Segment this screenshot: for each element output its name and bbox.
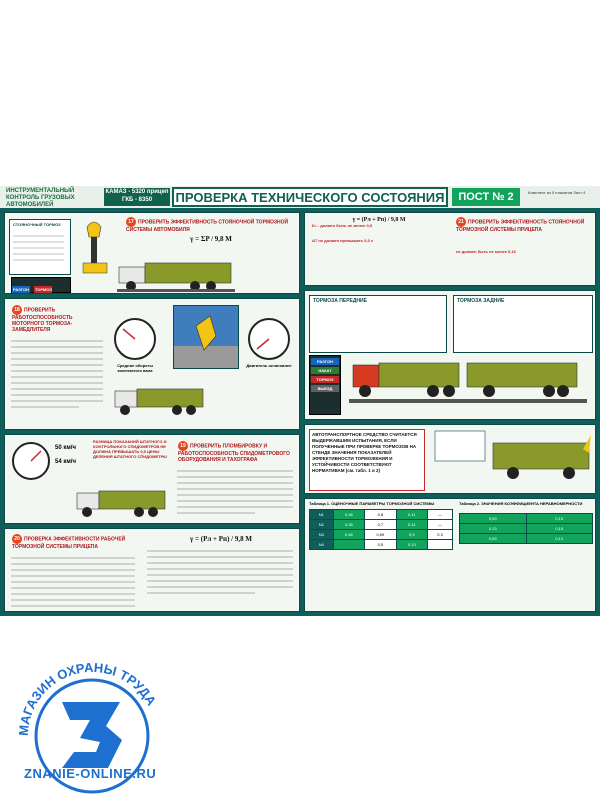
table-cell: N1 <box>310 510 334 520</box>
gamma-note: не должен быть не менее 0,16 <box>456 249 516 254</box>
truck-trailer-icon <box>349 357 589 417</box>
panel-tables <box>304 498 596 612</box>
truck-on-stand-icon <box>117 259 237 293</box>
stand-button-tormoz: ТОРМОЗ <box>34 287 52 292</box>
vehicle-model: КАМАЗ - 5320 прицеп ГКБ - 8350 <box>104 188 170 206</box>
s20-title: ПРОВЕРКА ЭФФЕКТИВНОСТИ РАБОЧЕЙ ТОРМОЗНОЙ СИСТЕМЫ ПРИЦЕПА <box>12 536 126 550</box>
table-cell: 0,13 <box>396 540 427 550</box>
table-cell: N3 <box>310 530 334 540</box>
table-unevenness <box>459 513 593 544</box>
stand-button-razgon: РАЗГОН <box>13 287 29 292</box>
test-criteria-box: АВТОТРАНСПОРТНОЕ СРЕДСТВО СЧИТАЕТСЯ ВЫДЕРЖАВШИМ ИСПЫТАНИЯ, ЕСЛИ ПОЛУЧЕННЫЕ ПРИ ПРОВЕРКЕ ТОРМОЗОВ НА СТЕНДЕ ЗНАЧЕНИЯ ПОКАЗАТЕЛЕЙ ЭФФЕКТИВНОСТИ ТОРМОЖЕНИЯ И УСТОЙЧИВОСТИ СООТВЕТСТВУЮТ НОРМАТИВАМ (см. табл. 1 и 2) <box>309 429 425 491</box>
coef-formula: γ = (Pл + Pп) / 9,8 M <box>352 217 406 223</box>
logo-ring-text: МАГАЗИН ОХРАНЫ ТРУДА <box>15 659 160 737</box>
pedal-icon <box>174 306 238 368</box>
panel-parking-brake <box>4 212 300 294</box>
coef-note: K₂ - должен быть не менее 0,9 <box>312 223 373 228</box>
brake-lever-icon <box>75 219 115 279</box>
s19-title: ПРОВЕРИТЬ ПЛОМБИРОВКУ И РАБОТОСПОСОБНОСТЬ СПИДОМЕТРОВОГО ОБОРУДОВАНИЯ И ТАХОГРАФА <box>178 443 290 463</box>
stop-brake-label: СТОЯНОЧНЫЙ ТОРМОЗ <box>13 222 61 227</box>
table1-title: Таблица 1. ОЦЕНОЧНЫЕ ПАРАМЕТРЫ ТОРМОЗНОЙ СИСТЕМЫ <box>309 501 435 506</box>
table-cell: 0,09 <box>460 514 527 524</box>
table-row <box>460 514 593 524</box>
console-button-nakat: НАКАТ <box>311 367 339 374</box>
panel-test-criteria <box>304 424 596 494</box>
poster-header <box>0 186 600 208</box>
poster-title: ПРОВЕРКА ТЕХНИЧЕСКОГО СОСТОЯНИЯ <box>172 187 448 207</box>
truck-speed-test-icon <box>75 485 171 519</box>
table-cell: 0,7 <box>365 520 396 530</box>
brake-stand-panel-top <box>11 277 71 293</box>
table-cell: 0,46 <box>333 530 364 540</box>
speedometer-icon <box>11 441 51 481</box>
front-brakes-label: ТОРМОЗА ПЕРЕДНИЕ <box>313 298 367 304</box>
poster-subtitle: ИНСТРУМЕНТАЛЬНЫЙ КОНТРОЛЬ ГРУЗОВЫХ АВТОМОБИЛЕЙ <box>6 188 75 208</box>
s18-title: ПРОВЕРИТЬ РАБОТОСПОСОБНОСТЬ МОТОРНОГО ТОРМОЗА-ЗАМЕДЛИТЕЛЯ <box>12 307 73 333</box>
speed-difference-note: РАЗНИЦА ПОКАЗАНИЙ ШТАТНОГО И КОНТРОЛЬНОГО СПИДОМЕТРОВ НЕ ДОЛЖНА ПРЕВЫШАТЬ 0,5 ЦЕНЫ ДЕЛЕНИЯ ШТАТНОГО СПИДОМЕТРА! <box>93 439 168 459</box>
panel-speedometer: 50 км/ч 54 км/ч РАЗНИЦА ПОКАЗАНИЙ ШТАТНОГО И КОНТРОЛЬНОГО СПИДОМЕТРОВ НЕ ДОЛЖНА ПРЕВЫШАТЬ 0,5 ЦЕНЫ ДЕЛЕНИЯ ШТАТНОГО СПИДОМЕТРА! 19 ПРОВЕРИТЬ ПЛОМБИРОВКУ И РАБОТОСПОСОБНОСТЬ СПИДОМЕТРОВОГО ОБОРУДОВАНИЯ И ТАХОГРАФА <box>4 434 300 524</box>
table-row <box>310 530 453 540</box>
console-button-razgon: РАЗГОН <box>311 358 339 365</box>
table-brake-parameters <box>309 509 453 550</box>
post-badge: ПОСТ № 2 <box>452 188 520 206</box>
truck-engine-brake-icon <box>113 383 209 417</box>
rpm-label: Средние обороты коленчатого вала <box>117 363 153 373</box>
table-cell: N2 <box>310 520 334 530</box>
engine-brake-photo <box>173 305 239 369</box>
table-cell: 0,11 <box>396 520 427 530</box>
tachometer-gauge-icon <box>113 317 157 361</box>
s20-text-lines <box>9 552 137 612</box>
table-cell: 0,38 <box>333 520 364 530</box>
tachometer-stopped-icon <box>247 317 291 361</box>
table-cell: 0,5 <box>365 540 396 550</box>
table-cell: N4 <box>310 540 334 550</box>
table-cell: — <box>428 520 453 530</box>
s18-text-lines <box>9 335 105 415</box>
table-cell: 0,15 <box>526 524 593 534</box>
panel-trailer-service-brake: 20 ПРОВЕРКА ЭФФЕКТИВНОСТИ РАБОЧЕЙ ТОРМОЗНОЙ СИСТЕМЫ ПРИЦЕПА γ = (Pл + Pп) / 9,8 M <box>4 528 300 612</box>
table-cell: 0,13 <box>526 534 593 544</box>
table-cell: 0,46 <box>333 510 364 520</box>
table2-title: Таблица 2. ЗНАЧЕНИЯ КОЭФФИЦИЕНТА НЕРАВНОМЕРНОСТИ <box>459 501 583 506</box>
table-cell: 0,11 <box>396 510 427 520</box>
table-cell <box>333 540 364 550</box>
panel-engine-brake: 18 ПРОВЕРИТЬ РАБОТОСПОСОБНОСТЬ МОТОРНОГО ТОРМОЗА-ЗАМЕДЛИТЕЛЯ Средние обороты коленчатого вала Двигатель остановлен <box>4 298 300 430</box>
trailer-parking-diagram <box>433 429 593 491</box>
poster <box>0 186 600 616</box>
s17-formula: γ = ΣP / 9,8 M <box>190 235 232 243</box>
form-lines <box>10 230 68 270</box>
speed-50-label: 50 км/ч <box>55 445 76 451</box>
panel-brake-measurements <box>304 290 596 420</box>
table-row <box>460 534 593 544</box>
rear-brakes-label: ТОРМОЗА ЗАДНИЕ <box>457 298 505 304</box>
speed-54-label: 54 км/ч <box>55 459 76 465</box>
console-button-tormoz: ТОРМОЗ <box>311 376 339 383</box>
shop-logo <box>0 640 200 800</box>
console-button-vyezd: ВЫЕЗД <box>311 385 339 392</box>
s17-title: ПРОВЕРИТЬ ЭФФЕКТИВНОСТЬ СТОЯНОЧНОЙ ТОРМОЗНОЙ СИСТЕМЫ АВТОМОБИЛЯ <box>126 219 289 233</box>
table-cell: 0,09 <box>460 534 527 544</box>
table-cell: 0,15 <box>526 514 593 524</box>
brake-stand-console <box>309 355 341 415</box>
table-row <box>460 524 593 534</box>
s17-text: 17 ПРОВЕРИТЬ ЭФФЕКТИВНОСТЬ СТОЯНОЧНОЙ ТОРМОЗНОЙ СИСТЕМЫ АВТОМОБИЛЯ γ = ΣP / 9,8 M <box>123 215 299 243</box>
panel-coefficients: γ = (Pл + Pп) / 9,8 M K₂ - должен быть не менее 0,9 ΔТ не должен превышать 0,3 с 21 ПРОВЕРИТЬ ЭФФЕКТИВНОСТЬ СТОЯНОЧНОЙ ТОРМОЗНОЙ СИСТЕМЫ ПРИЦЕПА не должен быть не менее 0,16 <box>304 212 596 286</box>
table-cell: 0,69 <box>365 530 396 540</box>
table-cell: 0,9 <box>396 530 427 540</box>
delta-t-note: ΔТ не должен превышать 0,3 с <box>312 238 374 243</box>
table-cell: 0,3 <box>428 530 453 540</box>
table-cell: — <box>428 510 453 520</box>
s20-right-text-lines <box>145 543 295 599</box>
table-cell: 0,13 <box>460 524 527 534</box>
kit-note: Комплект из 5 плакатов Лист 4 <box>528 190 586 195</box>
s19-text-lines <box>175 465 295 524</box>
table-row <box>310 540 453 550</box>
s20-formula: γ = (Pл + Pп) / 9,8 M <box>190 535 252 543</box>
logo-site-text: ZNANIE-ONLINE.RU <box>24 766 157 781</box>
engine-stopped-label: Двигатель остановлен <box>246 363 292 368</box>
table-cell: 0,8 <box>365 510 396 520</box>
s21-title: ПРОВЕРИТЬ ЭФФЕКТИВНОСТЬ СТОЯНОЧНОЙ ТОРМОЗНОЙ СИСТЕМЫ ПРИЦЕПА <box>456 219 585 233</box>
stop-brake-form <box>9 219 71 275</box>
table-row <box>310 520 453 530</box>
table-row <box>310 510 453 520</box>
table-cell <box>428 540 453 550</box>
